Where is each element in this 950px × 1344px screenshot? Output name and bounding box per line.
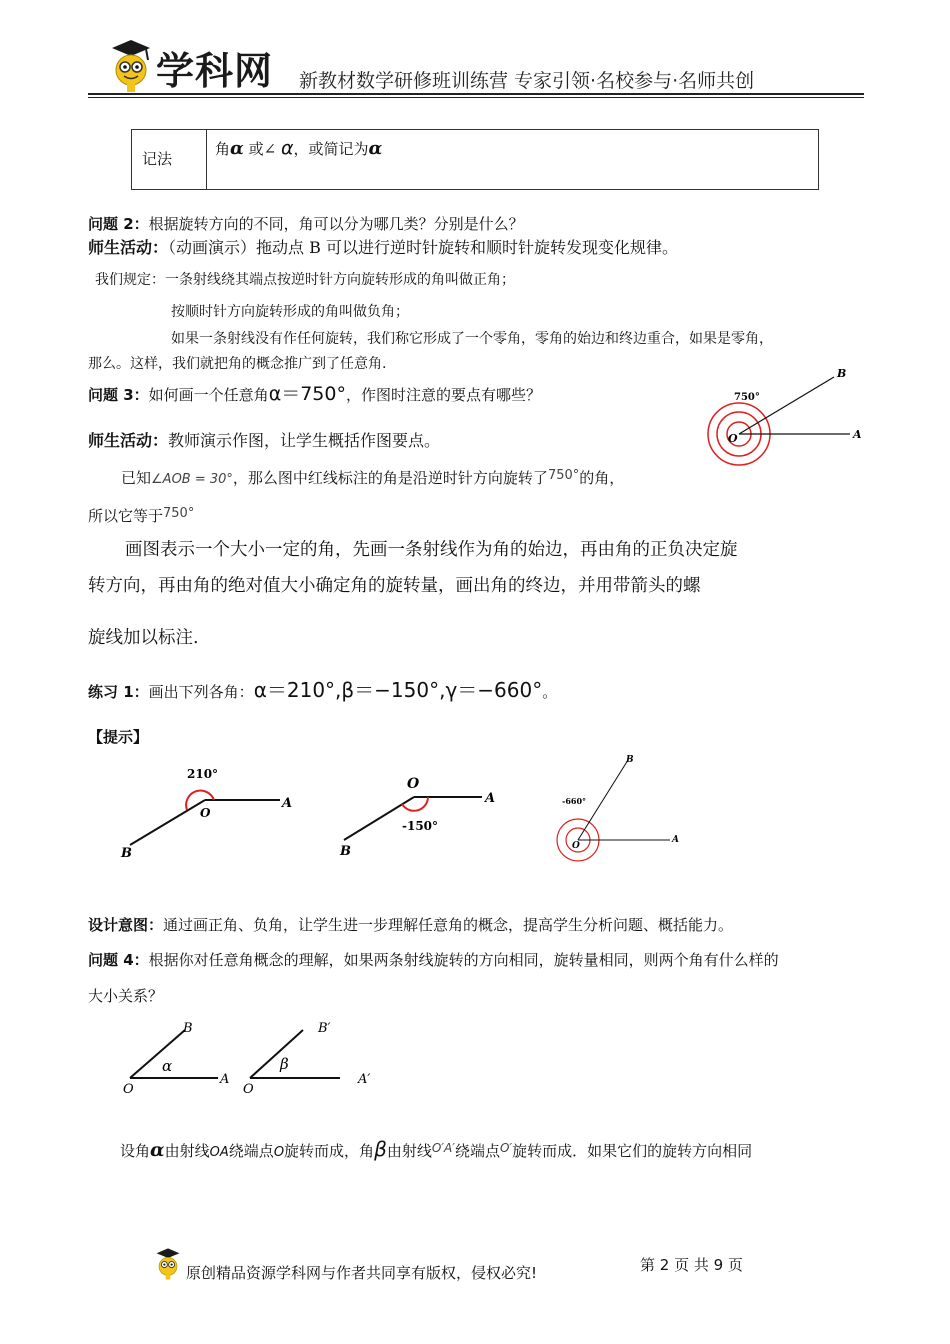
known-formula: ∠AOB = 30° [151, 472, 233, 487]
label-o: O [200, 806, 211, 820]
drawing-rule-line-3: 旋线加以标注. [88, 628, 199, 648]
final-t2: 由射线 [164, 1142, 210, 1160]
label-b: B [626, 755, 634, 765]
angle-label: 750° [734, 392, 760, 403]
question-3 [88, 384, 541, 405]
final-t4: 旋转而成，角 [284, 1142, 375, 1160]
question-2-label: 问题 2： [88, 215, 149, 233]
question-3-text-a: 如何画一个任意角 [148, 386, 269, 404]
header [0, 0, 950, 100]
label-b: B [837, 367, 847, 380]
teacher-activity-label: 师生活动： [88, 238, 169, 257]
final-oa-prime: O′A′ [431, 1141, 455, 1155]
question-4 [88, 950, 779, 970]
notation-label-cell [132, 130, 207, 190]
question-3-formula: α＝750° [268, 383, 346, 405]
label-o: O [407, 776, 420, 792]
footer-page-number: 第 2 页 共 9 页 [640, 1256, 743, 1274]
ray-ob [130, 1030, 185, 1078]
final-paragraph [120, 1138, 752, 1163]
known-prefix: 已知 [121, 469, 152, 487]
final-oa: OA [209, 1145, 229, 1160]
final-o-prime: O′ [499, 1141, 513, 1155]
teacher-activity-text: （动画演示）拖动点 B 可以进行逆时针旋转和顺时针旋转发现变化规律。 [168, 238, 678, 257]
known-suffix: 的角， [579, 469, 625, 487]
final-t3: 绕端点 [228, 1142, 274, 1160]
exercise-1-text: 画出下列各角： [148, 683, 254, 701]
question-2-text: 根据旋转方向的不同，角可以分为哪几类？分别是什么？ [148, 215, 524, 233]
figure-210 [115, 760, 305, 865]
notation-table [131, 129, 819, 190]
label-o-prime: O [243, 1082, 254, 1097]
ray-ob [739, 377, 834, 434]
mascot-logo-icon [106, 38, 156, 94]
final-o: O [273, 1145, 285, 1160]
question-4-label: 问题 4： [88, 951, 149, 969]
label-o: O [728, 432, 738, 445]
notation-content-cell [207, 130, 819, 190]
teacher-activity-1 [88, 236, 678, 260]
label-a: A [485, 791, 496, 806]
alpha-symbol: α [368, 138, 383, 159]
teacher-activity-label: 师生活动： [88, 431, 169, 450]
beta-symbol: β [280, 1055, 289, 1073]
footer-mascot-icon [153, 1246, 183, 1282]
known-angle: 750° [547, 468, 580, 483]
teacher-activity-text: 教师演示作图，让学生概括作图要点。 [168, 431, 441, 450]
figure-neg660 [550, 750, 690, 865]
notation-part-3: 或∠ [243, 140, 281, 158]
final-t6: 绕端点 [454, 1142, 500, 1160]
beta-symbol: β [374, 1137, 387, 1161]
figure-neg150 [330, 770, 505, 865]
final-t5: 由射线 [386, 1142, 432, 1160]
header-rule-thin [88, 97, 864, 98]
label-b: B [340, 844, 351, 859]
question-4-text: 根据你对任意角概念的理解，如果两条射线旋转的方向相同，旋转量相同，则两个角有什么样的 [148, 951, 779, 969]
design-intent [88, 915, 733, 935]
label-a-prime: A′ [358, 1072, 371, 1087]
drawing-rule-line-2: 转方向，再由角的绝对值大小确定角的旋转量，画出角的终边，并用带箭头的螺 [88, 576, 701, 596]
known-line-2 [88, 504, 194, 526]
exercise-1-label: 练习 1： [88, 683, 149, 701]
design-intent-text: 通过画正角、负角，让学生进一步理解任意角的概念，提高学生分析问题、概括能力。 [163, 916, 734, 934]
label-a: A [672, 835, 679, 845]
angle-label: -150° [402, 819, 439, 833]
label-b-prime: B′ [318, 1021, 331, 1036]
label-b: B [121, 846, 132, 861]
known-line2-angle: 750° [163, 506, 195, 521]
footer-copyright: 原创精品资源学科网与作者共同享有版权，侵权必究! [186, 1264, 538, 1282]
header-rule [88, 93, 864, 95]
exercise-1-end: 。 [542, 683, 558, 701]
label-a: A [220, 1072, 230, 1087]
angle-arc [402, 797, 428, 811]
alpha-symbol: α [280, 137, 294, 159]
question-3-text-b: ，作图时注意的要点有哪些？ [345, 386, 541, 404]
alpha-symbol: α [162, 1057, 173, 1075]
exercise-1 [88, 680, 557, 702]
label-a: A [853, 428, 862, 441]
rule-line-2: 按顺时针方向旋转形成的角叫做负角； [171, 304, 409, 320]
angle-label: -660° [562, 796, 587, 806]
notation-part-5: ，或简记为 [293, 140, 369, 158]
final-t1: 设角 [120, 1142, 151, 1160]
question-3-label: 问题 3： [88, 386, 149, 404]
header-title: 新教材数学研修班训练营 专家引领·名校参与·名师共创 [299, 70, 755, 92]
figure-alpha-beta [115, 1015, 405, 1100]
hint-label: 【提示】 [88, 728, 149, 746]
known-mid: ，那么图中红线标注的角是沿逆时针方向旋转了 [232, 469, 548, 487]
exercise-1-formula: α＝210°,β＝−150°,γ＝−660° [253, 678, 543, 702]
known-line-1 [121, 466, 624, 490]
rule-line-1: 我们规定：一条射线绕其端点按逆时针方向旋转形成的角叫做正角； [95, 272, 515, 288]
logo-text: 学科网 [156, 49, 274, 93]
drawing-rule-line-1: 画图表示一个大小一定的角，先画一条射线作为角的始边，再由角的正负决定旋 [125, 540, 738, 560]
question-2 [88, 214, 524, 234]
label-o: O [123, 1082, 134, 1097]
figure-750-spiral [700, 365, 870, 470]
notation-label: 记法 [142, 150, 173, 168]
ray-ob [130, 800, 205, 845]
ray-ob-prime [250, 1030, 303, 1078]
label-a: A [282, 796, 293, 811]
alpha-symbol: α [150, 1139, 165, 1161]
alpha-symbol: α [230, 138, 244, 159]
rule-line-3: 如果一条射线没有作任何旋转，我们称它形成了一个零角，零角的始边和终边重合，如果是零角， [171, 331, 773, 347]
angle-label: 210° [187, 767, 219, 781]
rule-line-4: 那么。这样，我们就把角的概念推广到了任意角. [88, 356, 387, 372]
label-b: B [183, 1021, 193, 1036]
final-t7: 旋转而成．如果它们的旋转方向相同 [512, 1142, 753, 1160]
label-o: O [572, 841, 580, 851]
notation-part-1: 角 [215, 140, 231, 158]
known-line2-prefix: 所以它等于 [88, 507, 164, 525]
design-intent-label: 设计意图： [88, 916, 164, 934]
teacher-activity-2 [88, 429, 440, 453]
question-4-line-2: 大小关系？ [88, 987, 164, 1005]
